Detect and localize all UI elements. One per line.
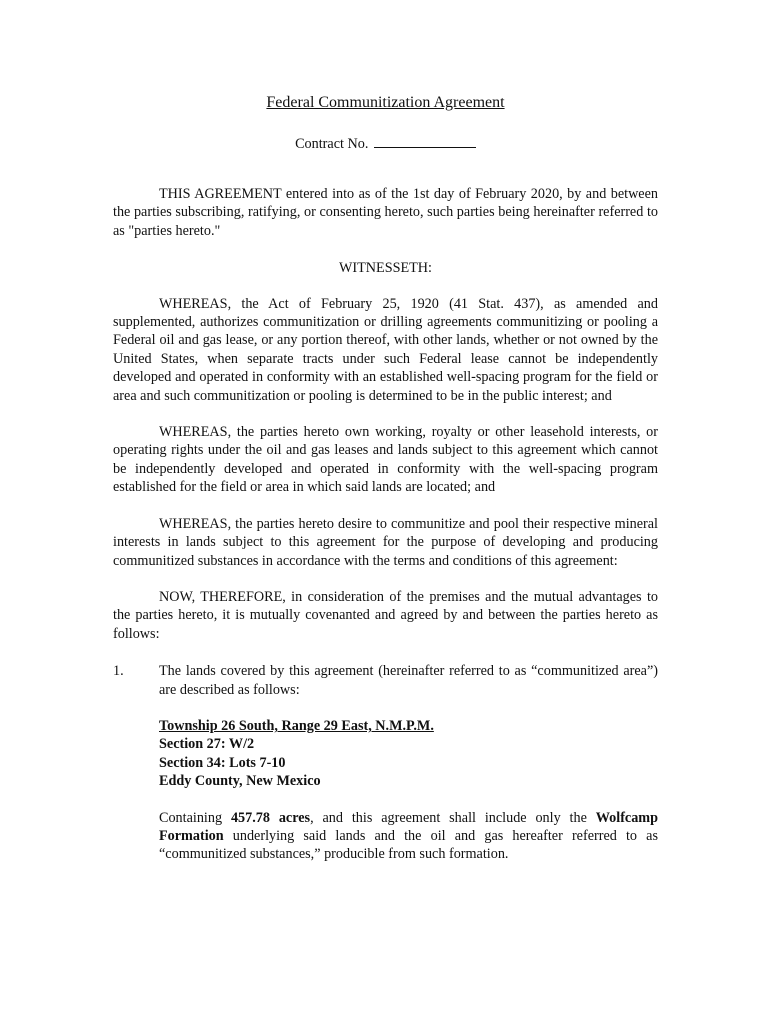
witnesseth-heading: WITNESSETH: xyxy=(339,260,432,277)
section-34-line: Section 34: Lots 7-10 xyxy=(159,754,286,771)
county-line: Eddy County, New Mexico xyxy=(159,773,321,790)
section-1 xyxy=(113,662,658,699)
township-line: Township 26 South, Range 29 East, N.M.P.M. xyxy=(159,717,434,734)
containing-pre: Containing xyxy=(159,809,231,826)
contract-number-blank xyxy=(374,134,476,148)
formation-name: Wolfcamp Formation xyxy=(159,809,659,844)
whereas-paragraph-2: WHEREAS, the parties hereto own working, royalty or other leasehold interests, or operating rights under the oil and gas leases and lands subject to this agreement which cannot be independently developed and operated in conformity with the well-spacing program established for the field or area in which said lands are located; and xyxy=(113,424,658,496)
agreement-paragraph: THIS AGREEMENT entered into as of the 1st day of February 2020, by and between the parties subscribing, ratifying, or consenting hereto, such parties being hereinafter referred to as "parties hereto." xyxy=(113,186,658,239)
containing-post: underlying said lands and the oil and gas hereafter referred to as “communitized substances,” producible from such formation. xyxy=(159,827,658,863)
section-1-number: 1. xyxy=(113,663,124,680)
document-page xyxy=(113,92,658,864)
section-27-line: Section 27: W/2 xyxy=(159,736,255,753)
document-title: Federal Communitization Agreement xyxy=(266,94,505,111)
section-1-text: The lands covered by this agreement (hereinafter referred to as “communitized area”) are described as follows: xyxy=(159,663,658,698)
acreage-value: 457.78 acres xyxy=(230,809,311,826)
contract-label: Contract No. xyxy=(295,136,369,152)
containing-mid: , and this agreement shall include only the xyxy=(310,809,596,826)
whereas-paragraph-3: WHEREAS, the parties hereto desire to communitize and pool their respective mineral interests in lands subject to this agreement for the purpose of developing and producing communitized substances in accordance with the terms and conditions of this agreement: xyxy=(113,515,658,569)
contract-number-line xyxy=(113,134,658,153)
land-description xyxy=(159,717,658,791)
whereas-paragraph-1: WHEREAS, the Act of February 25, 1920 (41 Stat. 437), as amended and supplemented, authorizes communitization or drilling agreements communitizing or pooling a Federal oil and gas lease, or any portion thereof, with other lands, whether or not owned by the United States, when separate tracts under such Federal lease cannot be independently developed and operated in conformity with an established well-spacing program for the field or area and such communitization or pooling is determined to be in the public interest; and xyxy=(113,295,658,404)
now-therefore-paragraph: NOW, THEREFORE, in consideration of the premises and the mutual advantages to the parties hereto, it is mutually covenanted and agreed by and between the parties hereto as follows: xyxy=(113,588,658,642)
containing-paragraph xyxy=(159,809,658,864)
